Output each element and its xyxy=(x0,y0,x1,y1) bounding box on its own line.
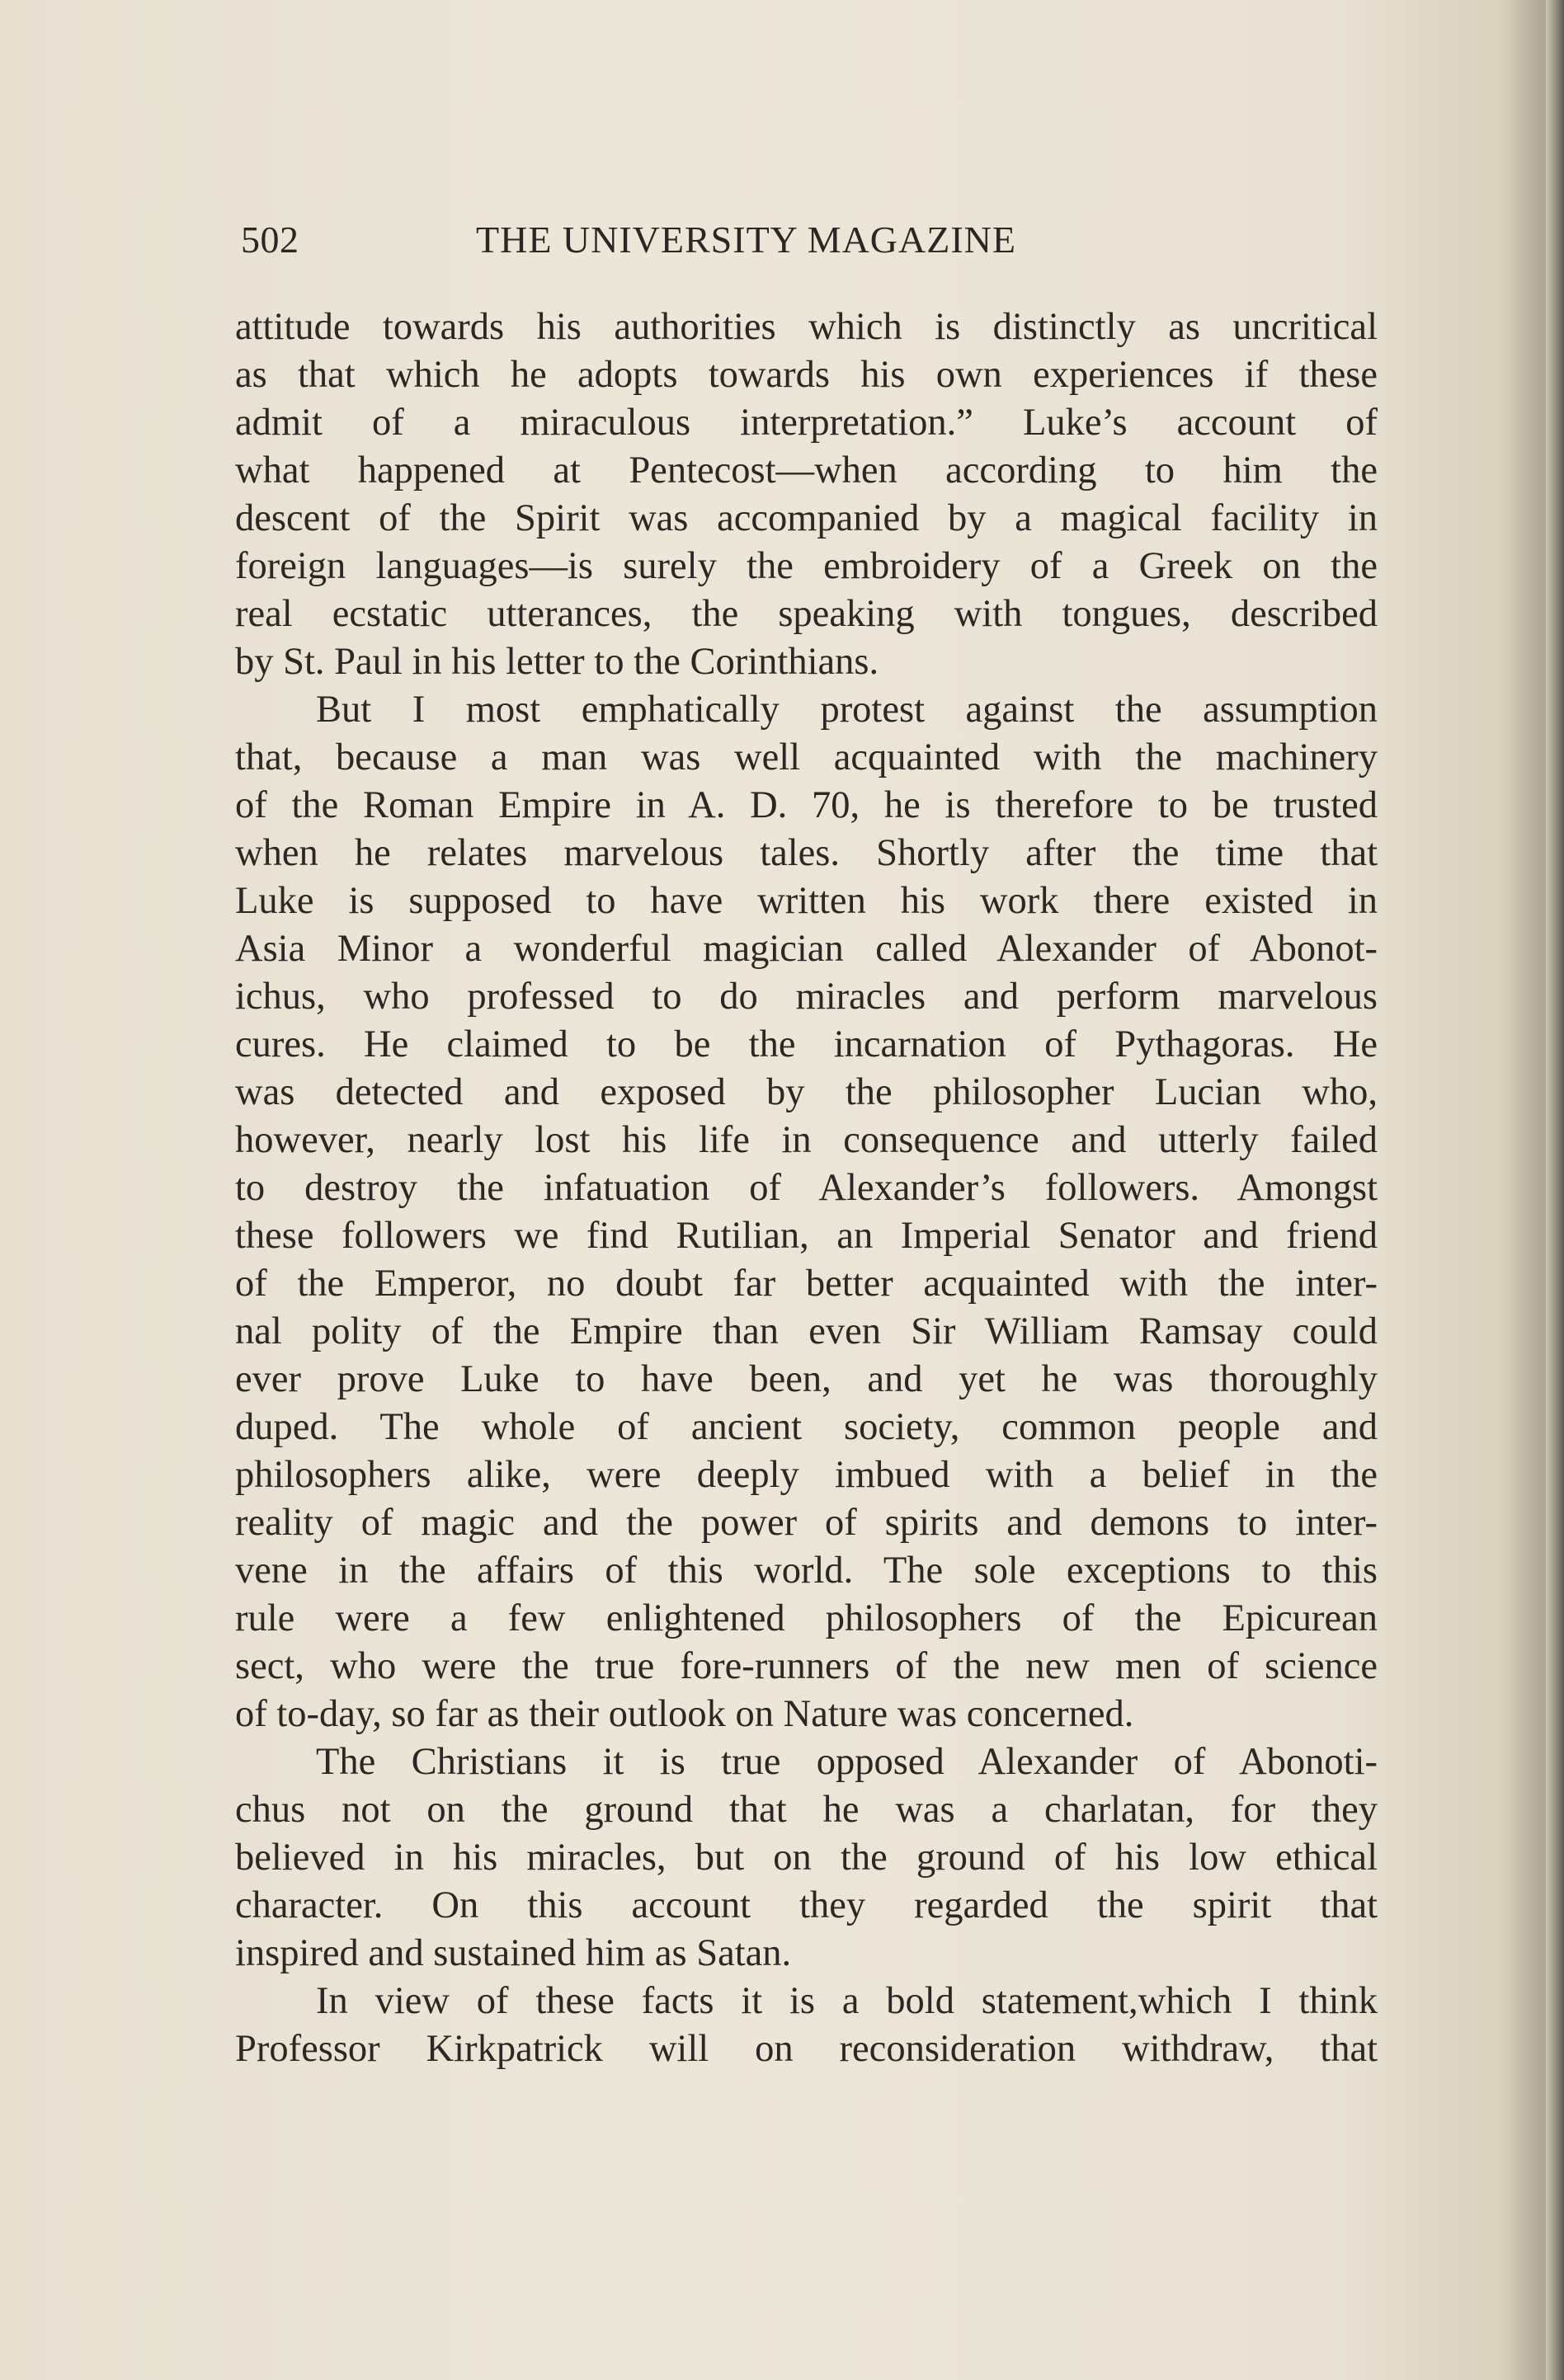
text-line: In view of these facts it is a bold statement,which I think xyxy=(316,1980,1378,2022)
text-line: admit of a miraculous interpretation.” Luke’s account of xyxy=(235,402,1378,444)
text-line: duped. The whole of ancient society, common people and xyxy=(235,1406,1378,1448)
text-line: real ecstatic utterances, the speaking with tongues, described xyxy=(235,593,1378,635)
text-line: The Christians it is true opposed Alexander of Abonoti- xyxy=(316,1741,1378,1783)
text-line: Professor Kirkpatrick will on reconsideration withdraw, that xyxy=(235,2028,1378,2070)
text-line: as that which he adopts towards his own experiences if these xyxy=(235,354,1378,396)
text-line: Asia Minor a wonderful magician called Alexander of Abonot- xyxy=(235,928,1378,970)
text-line: of the Emperor, no doubt far better acquainted with the inter- xyxy=(235,1263,1378,1305)
body-text xyxy=(235,303,1378,2073)
paragraph xyxy=(235,1978,1378,2073)
running-head: THE UNIVERSITY MAGAZINE xyxy=(476,219,1016,261)
text-line: ichus, who professed to do miracles and perform marvelous xyxy=(235,976,1378,1018)
text-line: reality of magic and the power of spirits and demons to inter- xyxy=(235,1502,1378,1544)
text-line: was detected and exposed by the philosopher Lucian who, xyxy=(235,1071,1378,1113)
text-line: to destroy the infatuation of Alexander’s followers. Amongst xyxy=(235,1167,1378,1209)
page-edge-shadow xyxy=(1546,0,1564,2380)
paragraph xyxy=(235,1738,1378,1978)
text-line: chus not on the ground that he was a charlatan, for they xyxy=(235,1789,1378,1831)
paragraph xyxy=(235,303,1378,686)
text-line: however, nearly lost his life in consequence and utterly failed xyxy=(235,1119,1378,1161)
text-line: when he relates marvelous tales. Shortly after the time that xyxy=(235,832,1378,874)
text-line: believed in his miracles, but on the ground of his low ethical xyxy=(235,1837,1378,1879)
text-line: nal polity of the Empire than even Sir William Ramsay could xyxy=(235,1310,1378,1352)
text-line: sect, who were the true fore-runners of the new men of science xyxy=(235,1645,1378,1687)
text-line: descent of the Spirit was accompanied by a magical facility in xyxy=(235,497,1378,539)
text-line: what happened at Pentecost—when according to him the xyxy=(235,449,1378,492)
page-number: 502 xyxy=(241,219,299,261)
text-line: rule were a few enlightened philosophers of the Epicurean xyxy=(235,1597,1378,1639)
page-header xyxy=(241,218,1371,275)
text-line: Luke is supposed to have written his work there existed in xyxy=(235,880,1378,922)
text-line: vene in the affairs of this world. The sole exceptions to this xyxy=(235,1550,1378,1592)
text-line: of to-day, so far as their outlook on Nature was concerned. xyxy=(235,1693,1134,1735)
text-line: philosophers alike, were deeply imbued with a belief in the xyxy=(235,1454,1378,1496)
text-line: ever prove Luke to have been, and yet he was thoroughly xyxy=(235,1358,1378,1400)
text-line: attitude towards his authorities which is distinctly as uncritical xyxy=(235,306,1378,348)
text-line: these followers we find Rutilian, an Imperial Senator and friend xyxy=(235,1215,1378,1257)
text-line: of the Roman Empire in A. D. 70, he is therefore to be trusted xyxy=(235,784,1378,826)
text-line: foreign languages—is surely the embroidery of a Greek on the xyxy=(235,545,1378,587)
text-line: But I most emphatically protest against the assumption xyxy=(316,689,1378,731)
text-line: cures. He claimed to be the incarnation of Pythagoras. He xyxy=(235,1023,1378,1065)
text-line: that, because a man was well acquainted with the machinery xyxy=(235,736,1378,778)
text-line: inspired and sustained him as Satan. xyxy=(235,1932,792,1974)
text-line: by St. Paul in his letter to the Corinthians. xyxy=(235,641,879,683)
text-line: character. On this account they regarded the spirit that xyxy=(235,1884,1378,1926)
paragraph xyxy=(235,686,1378,1738)
